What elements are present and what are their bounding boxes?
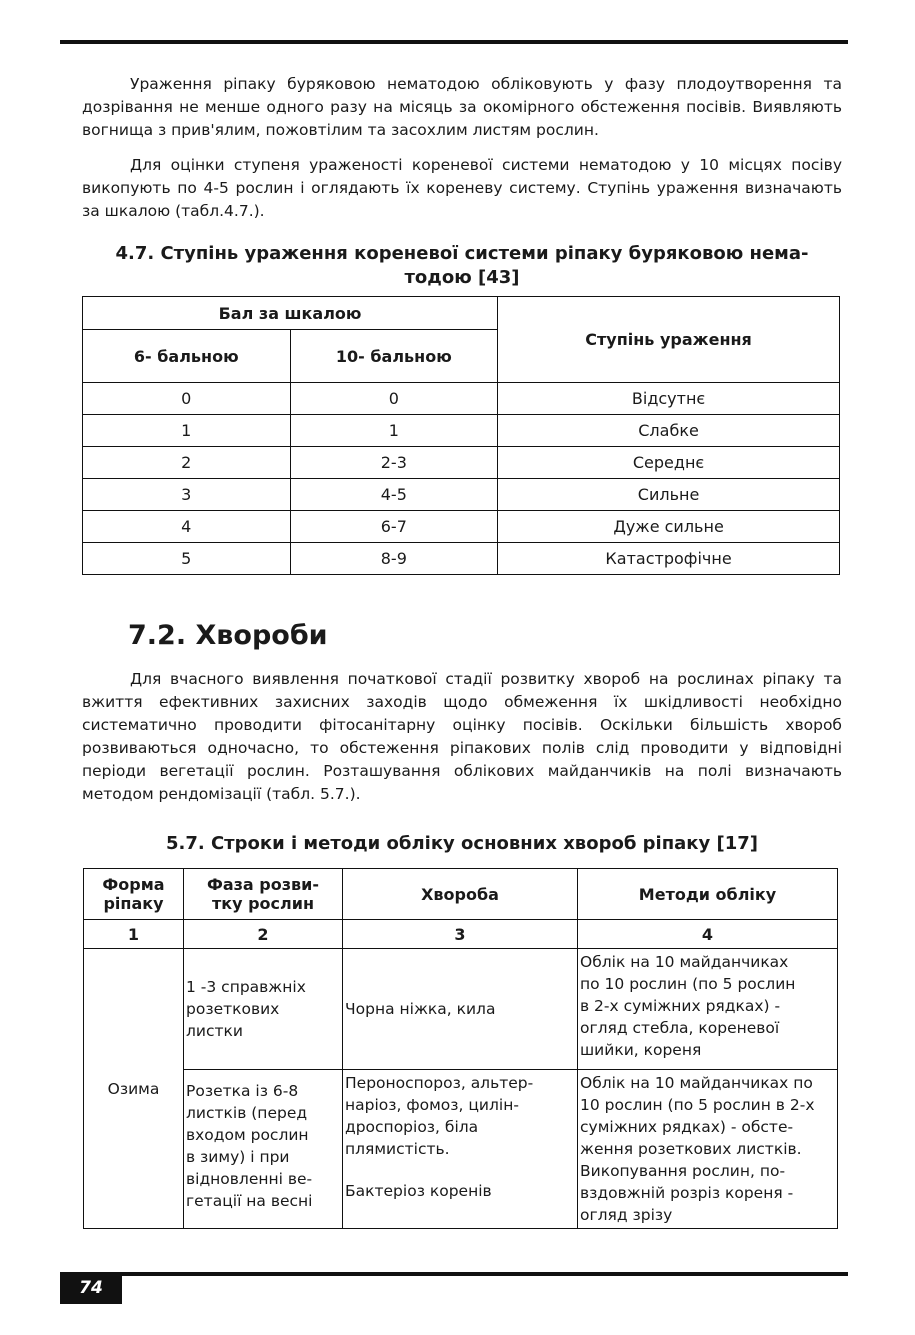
cell-line: в зиму) і при — [186, 1148, 290, 1166]
top-rule — [60, 40, 848, 44]
table-4-7-caption-line1: 4.7. Ступінь ураження кореневої системи ріпаку буряковою нема- — [115, 243, 809, 264]
cell-line: Облік на 10 майданчиках — [580, 953, 789, 971]
cell-disease — [343, 1070, 578, 1229]
cell-line: входом рослин — [186, 1126, 309, 1144]
cell-6-point: 5 — [83, 543, 291, 575]
table-5-7-caption: 5.7. Строки і методи обліку основних хвороб ріпаку [17] — [165, 833, 759, 854]
paragraph-root-assessment: Для оцінки ступеня ураженості кореневої системи нематодою у 10 місцях посіву викопують по 4-5 рослин і оглядають їх кореневу систему. Ступінь ураження визначають за шкалою (табл.4.7.). — [82, 156, 842, 220]
cell-10-point: 6-7 — [290, 511, 498, 543]
cell-line: Викопування рослин, по- — [580, 1162, 786, 1180]
cell-method — [578, 949, 838, 1070]
table-4-7-caption-line2: тодою [43] — [404, 267, 520, 288]
cell-line: Бактеріоз коренів — [345, 1182, 492, 1200]
paragraph-nematode-survey: Ураження ріпаку буряковою нематодою обліковують у фазу плодоутворення та дозрівання не менше одного разу на місяць за окомірного обстеження посівів. Виявляють вогнища з прив'ялим, пожовтілим та засохлим листям рослин. — [82, 75, 842, 139]
table-row — [83, 543, 840, 575]
cell-line: огляд зрізу — [580, 1206, 673, 1224]
table-5-7 — [83, 868, 838, 1229]
cell-line: відновленні ве- — [186, 1170, 313, 1188]
cell-6-point: 1 — [83, 415, 291, 447]
cell-method — [578, 1070, 838, 1229]
cell-line: вздовжній розріз кореня - — [580, 1184, 794, 1202]
cell-degree: Сильне — [498, 479, 840, 511]
table-row — [83, 511, 840, 543]
cell-degree: Дуже сильне — [498, 511, 840, 543]
cell-10-point: 2-3 — [290, 447, 498, 479]
table-row — [83, 447, 840, 479]
cell-10-point: 8-9 — [290, 543, 498, 575]
cell-line: Облік на 10 майданчиках по — [580, 1074, 813, 1092]
cell-line: листків (перед — [186, 1104, 308, 1122]
table-row — [84, 1070, 838, 1229]
cell-6-point: 4 — [83, 511, 291, 543]
table-row — [83, 383, 840, 415]
column-number-1: 1 — [84, 920, 184, 949]
cell-degree: Середнє — [498, 447, 840, 479]
cell-degree: Катастрофічне — [498, 543, 840, 575]
cell-line: шийки, кореня — [580, 1041, 702, 1059]
column-number-4: 4 — [578, 920, 838, 949]
page-number: 74 — [60, 1272, 122, 1304]
cell-10-point: 0 — [290, 383, 498, 415]
cell-line: розеткових — [186, 1000, 280, 1018]
table-row — [84, 949, 838, 1070]
header-6-point: 6- бальною — [83, 330, 291, 383]
header-phase-line2: тку рослин — [211, 894, 315, 913]
bottom-rule — [60, 1272, 848, 1276]
cell-phase — [184, 949, 343, 1070]
header-10-point: 10- бальною — [290, 330, 498, 383]
paragraph-disease-monitoring: Для вчасного виявлення початкової стадії розвитку хвороб на рослинах ріпаку та вжиття ефективних захисних заходів щодо обмеження їх шкідливості необхідно систематично проводити фітосанітарну оцінку посівів. Оскільки більшість хвороб розвиваються одночасно, то обстеження ріпакових полів слід проводити у відповідні періоди вегетації рослин. Розташування облікових майданчиків на полі визначають методом рендомізації (табл. 5.7.). — [82, 670, 842, 803]
cell-disease: Чорна ніжка, кила — [343, 949, 578, 1070]
cell-degree: Відсутнє — [498, 383, 840, 415]
header-score-scale: Бал за шкалою — [83, 297, 498, 330]
header-rapeseed-form — [84, 869, 184, 920]
cell-line: огляд стебла, кореневої — [580, 1019, 780, 1037]
cell-form-winter: Озима — [84, 949, 184, 1229]
cell-line: Пероноспороз, альтер- — [345, 1074, 534, 1092]
cell-10-point: 1 — [290, 415, 498, 447]
header-methods: Методи обліку — [578, 869, 838, 920]
cell-line: дроспоріоз, біла — [345, 1118, 479, 1136]
cell-line: листки — [186, 1022, 243, 1040]
section-heading: 7.2. Хвороби — [128, 620, 328, 651]
header-form-line1: Форма — [102, 875, 165, 894]
cell-phase — [184, 1070, 343, 1229]
column-number-2: 2 — [184, 920, 343, 949]
cell-degree: Слабке — [498, 415, 840, 447]
header-growth-phase — [184, 869, 343, 920]
cell-line: Розетка із 6-8 — [186, 1082, 299, 1100]
cell-line: гетації на весні — [186, 1192, 313, 1210]
cell-line: 1 -3 справжніх — [186, 978, 306, 996]
cell-line: наріоз, фомоз, цилін- — [345, 1096, 519, 1114]
table-row — [83, 415, 840, 447]
cell-6-point: 3 — [83, 479, 291, 511]
header-phase-line1: Фаза розви- — [206, 875, 320, 894]
cell-line: 10 рослин (по 5 рослин в 2-х — [580, 1096, 815, 1114]
cell-10-point: 4-5 — [290, 479, 498, 511]
header-damage-degree: Ступінь ураження — [498, 297, 840, 383]
header-disease: Хвороба — [343, 869, 578, 920]
table-4-7 — [82, 296, 840, 575]
header-form-line2: ріпаку — [103, 894, 164, 913]
column-number-3: 3 — [343, 920, 578, 949]
cell-line: суміжних рядках) - обсте- — [580, 1118, 794, 1136]
table-4-7-caption — [82, 242, 842, 290]
cell-line: по 10 рослин (по 5 рослин — [580, 975, 796, 993]
cell-6-point: 2 — [83, 447, 291, 479]
cell-line: в 2-х суміжних рядках) - — [580, 997, 781, 1015]
cell-line: плямистість. — [345, 1140, 450, 1158]
table-row — [83, 479, 840, 511]
cell-line: ження розеткових листків. — [580, 1140, 802, 1158]
cell-6-point: 0 — [83, 383, 291, 415]
